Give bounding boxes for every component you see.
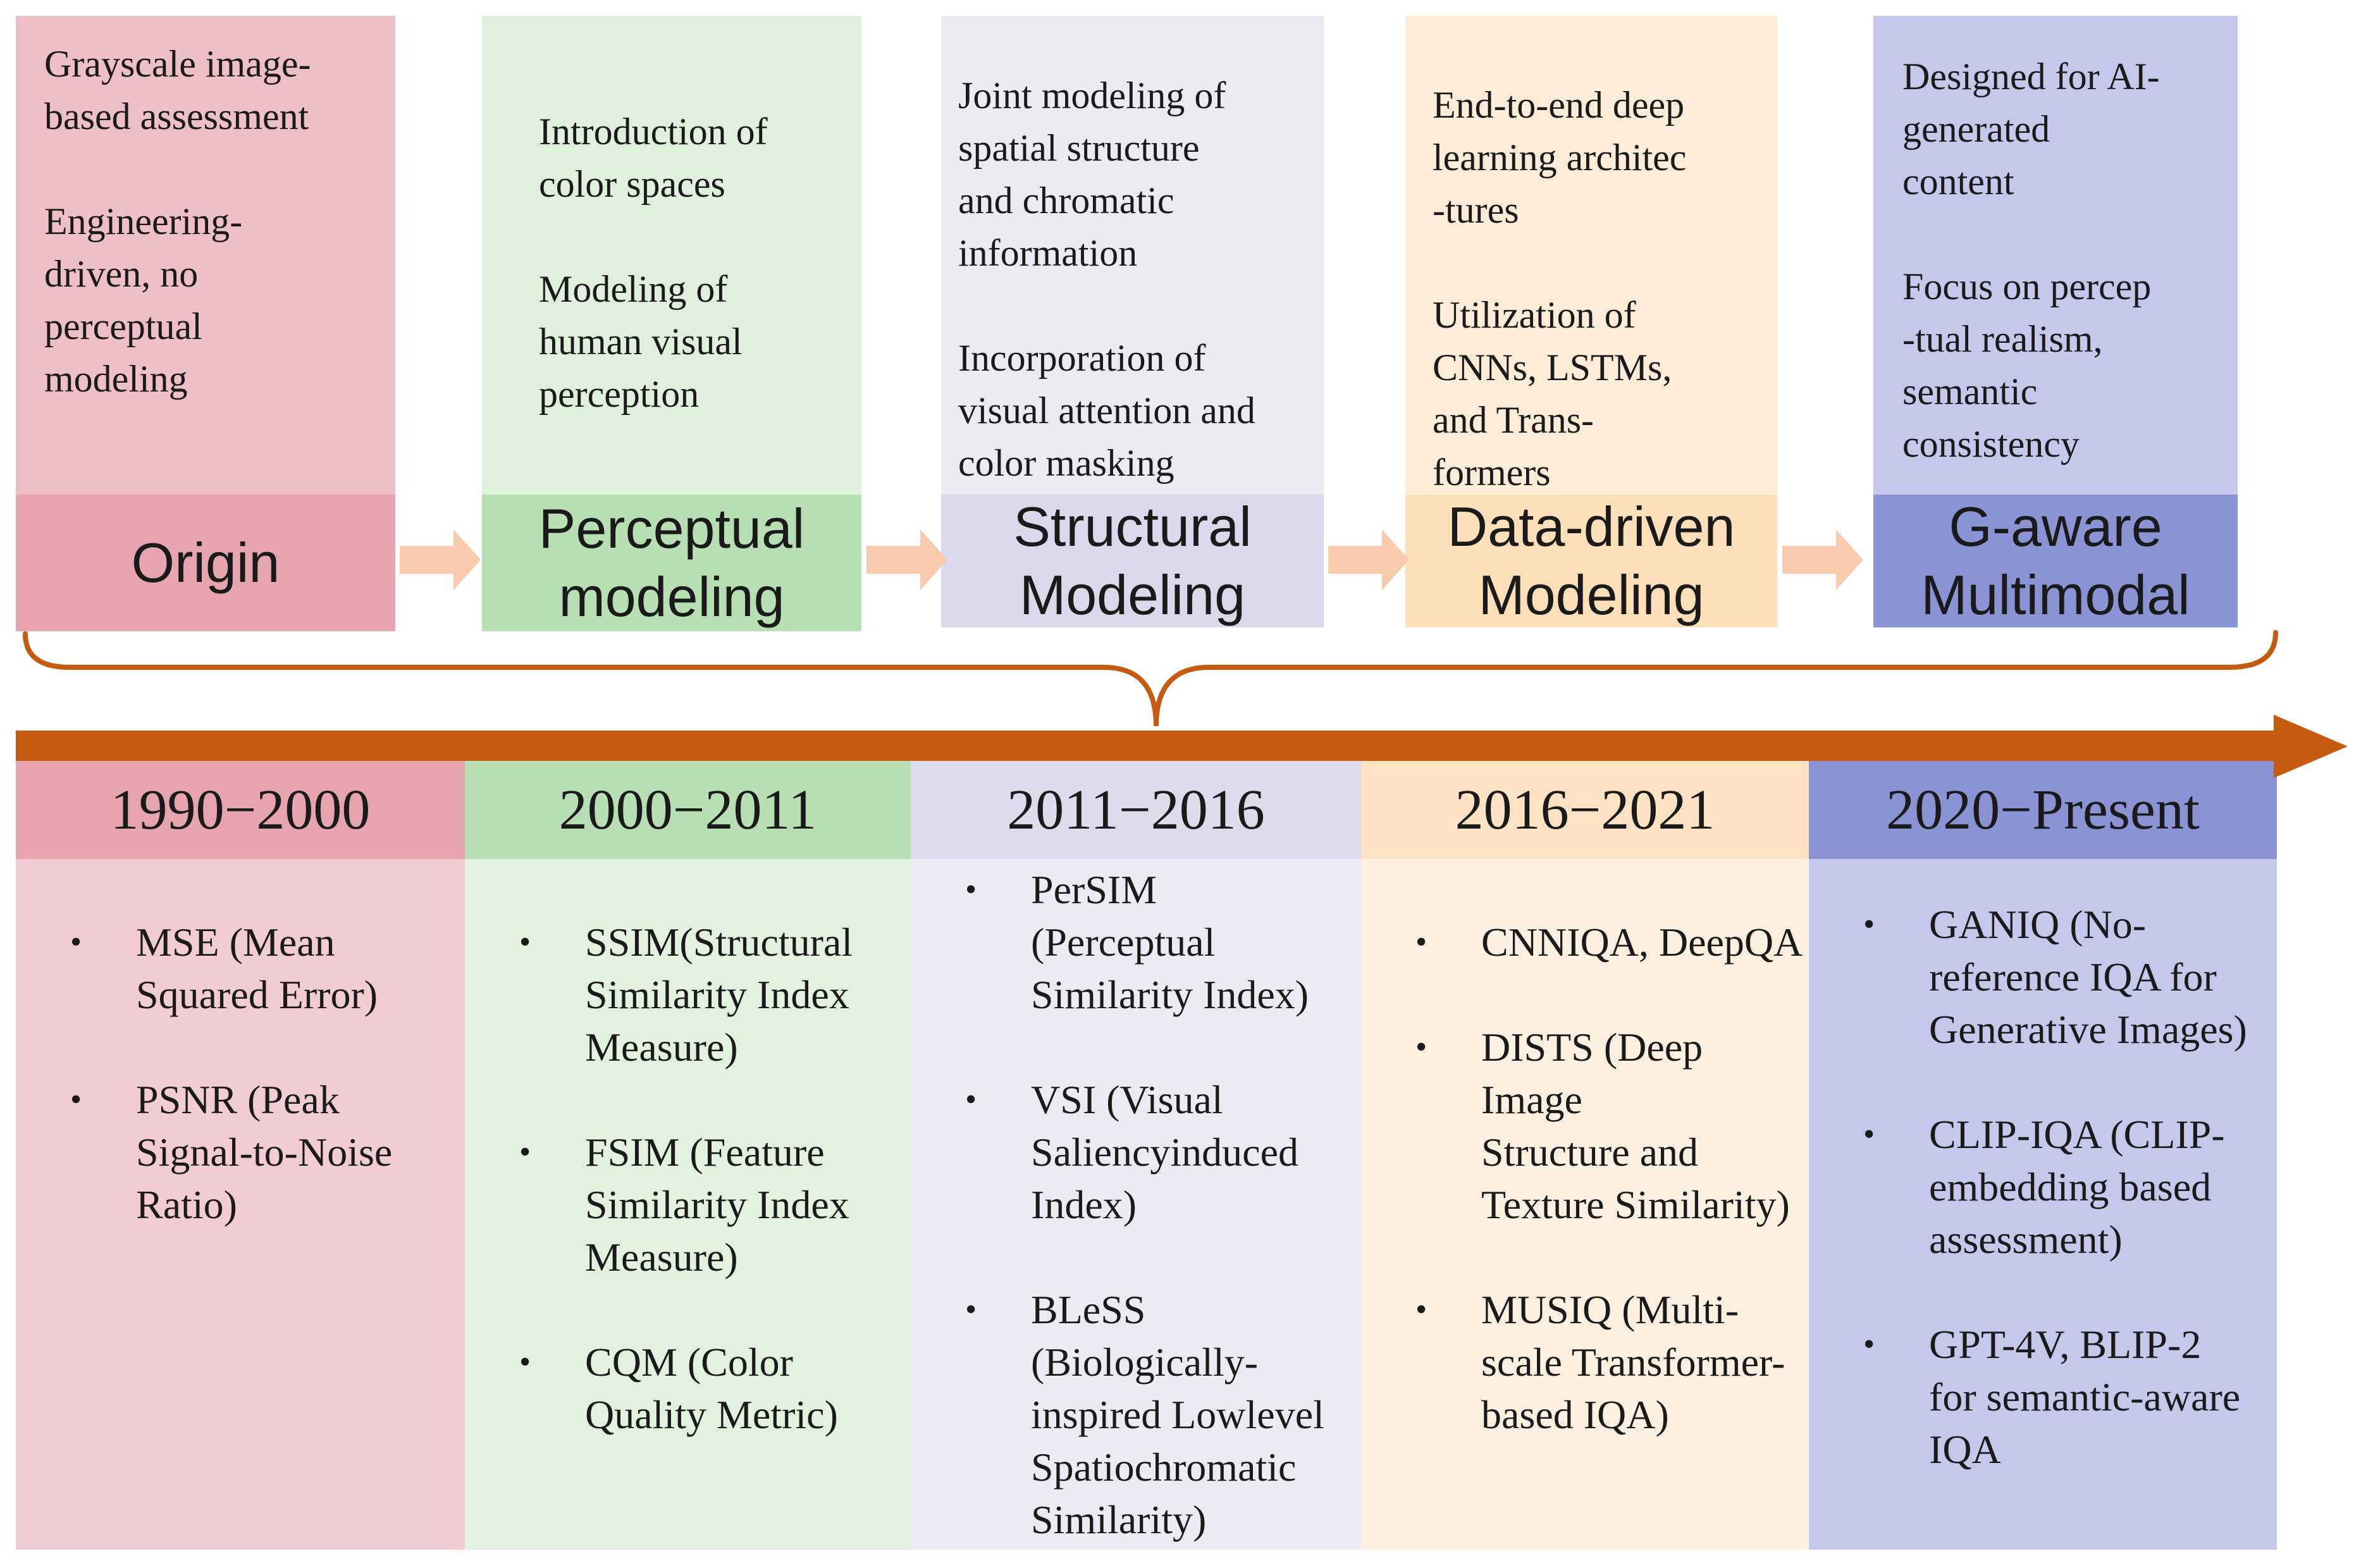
stage-label-structural-modeling bbox=[941, 495, 1324, 627]
method-name-line: CNNIQA, DeepQA bbox=[1481, 920, 1803, 965]
method-name-line: BLeSS bbox=[1031, 1287, 1146, 1332]
method-name bbox=[1929, 898, 2277, 1056]
stage-description-line: -tual realism, bbox=[1902, 318, 2103, 360]
stage-description-origin bbox=[44, 38, 395, 405]
method-list-item bbox=[911, 1073, 1361, 1231]
method-list-item bbox=[1809, 1318, 2277, 1476]
stage-description-structural-modeling bbox=[958, 70, 1324, 490]
stage-description-line: Grayscale image- bbox=[44, 43, 311, 85]
method-list-item bbox=[465, 1126, 911, 1283]
method-name bbox=[136, 916, 465, 1021]
method-list-item bbox=[16, 916, 465, 1021]
stage-description-line: human visual bbox=[539, 321, 743, 362]
method-name bbox=[1929, 1318, 2277, 1476]
method-name-line: based IQA) bbox=[1481, 1392, 1669, 1437]
method-name bbox=[1481, 1021, 1809, 1231]
method-list-2 bbox=[465, 916, 911, 1441]
timeline-arrowhead bbox=[2274, 715, 2348, 778]
stage-description-item bbox=[44, 38, 395, 143]
bullet-icon: • bbox=[1863, 1326, 1875, 1362]
step-arrow-1 bbox=[400, 529, 481, 590]
stage-description-line: color masking bbox=[958, 442, 1174, 484]
stage-label-line: Origin bbox=[131, 531, 280, 594]
stage-description-line: and chromatic bbox=[958, 180, 1174, 221]
stage-description-line: driven, no bbox=[44, 253, 199, 295]
stage-label-g-aware-multimodal bbox=[1873, 495, 2238, 627]
stage-description-line: visual attention and bbox=[958, 390, 1255, 431]
step-arrow-2 bbox=[866, 529, 947, 590]
method-name-line: Similarity Index bbox=[585, 972, 849, 1017]
method-list-1 bbox=[16, 916, 465, 1231]
stage-description-line: spatial structure bbox=[958, 127, 1200, 169]
stage-description-item bbox=[539, 263, 861, 421]
method-name-line: Similarity Index) bbox=[1031, 972, 1309, 1017]
stage-description-line: consistency bbox=[1902, 423, 2080, 465]
method-name-line: GANIQ (No- bbox=[1929, 902, 2147, 947]
stage-description-line: learning architec bbox=[1433, 137, 1687, 178]
bullet-icon: • bbox=[965, 872, 977, 908]
method-name-line: CQM (Color bbox=[585, 1340, 793, 1385]
method-name-line: IQA bbox=[1929, 1427, 2001, 1472]
stage-description-data-driven-modeling bbox=[1433, 79, 1777, 499]
period-label-2: 2000−2011 bbox=[465, 761, 911, 859]
stage-description-line: based assessment bbox=[44, 96, 309, 137]
stage-description-line: information bbox=[958, 232, 1138, 274]
stage-description-line: Incorporation of bbox=[958, 337, 1206, 379]
stage-description-line: formers bbox=[1433, 452, 1551, 493]
stage-description-line: content bbox=[1902, 161, 2014, 202]
method-name-line: SSIM(Structural bbox=[585, 920, 853, 965]
method-name-line: Signal-to-Noise bbox=[136, 1130, 393, 1175]
bullet-icon: • bbox=[519, 924, 531, 960]
step-arrow-3 bbox=[1328, 529, 1409, 590]
stage-description-line: and Trans- bbox=[1433, 399, 1594, 441]
period-label-4: 2016−2021 bbox=[1361, 761, 1809, 859]
method-name-line: Squared Error) bbox=[136, 972, 378, 1017]
method-name-line: Measure) bbox=[585, 1025, 738, 1070]
method-list-item bbox=[1361, 916, 1809, 968]
method-name-line: Index) bbox=[1031, 1182, 1137, 1227]
period-label-3: 2011−2016 bbox=[911, 761, 1361, 859]
stage-description-item bbox=[958, 70, 1324, 280]
stage-label-line: modeling bbox=[558, 565, 785, 628]
stage-description-item bbox=[44, 195, 395, 405]
method-name-line: VSI (Visual bbox=[1031, 1077, 1223, 1122]
method-list-item bbox=[16, 1073, 465, 1231]
method-name-line: Measure) bbox=[585, 1235, 738, 1280]
bullet-icon: • bbox=[965, 1082, 977, 1118]
method-name-line: scale Transformer- bbox=[1481, 1340, 1785, 1385]
method-list-item bbox=[911, 863, 1361, 1021]
method-list-item bbox=[1361, 1283, 1809, 1441]
stage-description-line: color spaces bbox=[539, 163, 725, 205]
bullet-icon: • bbox=[1415, 1029, 1427, 1065]
method-name-line: for semantic-aware bbox=[1929, 1374, 2241, 1419]
stage-label-line: Multimodal bbox=[1921, 564, 2190, 626]
method-name-line: MSE (Mean bbox=[136, 920, 335, 965]
method-name-line: PerSIM bbox=[1031, 867, 1157, 912]
grouping-brace bbox=[25, 633, 2276, 726]
stage-description-line: semantic bbox=[1902, 371, 2038, 412]
bullet-icon: • bbox=[1415, 1292, 1427, 1328]
stage-description-line: Engineering- bbox=[44, 201, 243, 242]
period-label-1: 1990−2000 bbox=[16, 761, 465, 859]
stage-description-line: perception bbox=[539, 373, 700, 415]
method-name bbox=[1481, 916, 1809, 968]
timeline-bar bbox=[16, 731, 2286, 761]
method-name-line: (Perceptual bbox=[1031, 920, 1216, 965]
method-name-line: CLIP-IQA (CLIP- bbox=[1929, 1112, 2225, 1157]
method-name bbox=[585, 1126, 911, 1283]
method-name-line: Structure and bbox=[1481, 1130, 1698, 1175]
bullet-icon: • bbox=[965, 1292, 977, 1328]
stage-description-line: Focus on percep bbox=[1902, 266, 2152, 307]
stage-label-data-driven-modeling bbox=[1405, 495, 1777, 627]
stage-description-item bbox=[958, 332, 1324, 490]
stage-description-perceptual-modeling bbox=[539, 106, 861, 421]
method-list-item bbox=[1809, 1108, 2277, 1266]
stage-description-line: perceptual bbox=[44, 306, 202, 347]
stage-description-line: End-to-end deep bbox=[1433, 84, 1685, 126]
stage-description-line: -tures bbox=[1433, 189, 1519, 231]
stage-description-line: Designed for AI- bbox=[1902, 56, 2160, 97]
method-name-line: reference IQA for bbox=[1929, 954, 2217, 999]
method-list-item bbox=[1361, 1021, 1809, 1231]
period-label-5: 2020−Present bbox=[1809, 761, 2277, 859]
method-name-line: PSNR (Peak bbox=[136, 1077, 340, 1122]
method-list-4 bbox=[1361, 916, 1809, 1441]
method-name bbox=[1929, 1108, 2277, 1266]
stage-label-line: Data-driven bbox=[1447, 495, 1735, 558]
stage-description-item bbox=[1433, 79, 1777, 237]
method-name-line: Ratio) bbox=[136, 1182, 237, 1227]
bullet-icon: • bbox=[519, 1344, 531, 1380]
stage-label-line: Structural bbox=[1013, 495, 1252, 558]
method-name-line: assessment) bbox=[1929, 1217, 2123, 1262]
stage-label-line: Modeling bbox=[1019, 564, 1246, 626]
method-list-item bbox=[465, 1336, 911, 1441]
stage-description-item bbox=[1433, 289, 1777, 499]
bullet-icon: • bbox=[519, 1134, 531, 1170]
method-name-line: inspired Lowlevel bbox=[1031, 1392, 1324, 1437]
bullet-icon: • bbox=[70, 924, 82, 960]
method-name bbox=[1031, 863, 1361, 1021]
stage-description-line: CNNs, LSTMs, bbox=[1433, 347, 1672, 388]
method-list-item bbox=[1809, 898, 2277, 1056]
stage-description-line: Joint modeling of bbox=[958, 75, 1226, 116]
method-name-line: FSIM (Feature bbox=[585, 1130, 825, 1175]
method-list-5 bbox=[1809, 898, 2277, 1476]
stage-description-line: Introduction of bbox=[539, 111, 768, 152]
bullet-icon: • bbox=[70, 1082, 82, 1118]
stage-description-item bbox=[1902, 51, 2238, 208]
method-name-line: Quality Metric) bbox=[585, 1392, 838, 1437]
method-name-line: Saliencyinduced bbox=[1031, 1130, 1298, 1175]
bullet-icon: • bbox=[1863, 1116, 1875, 1152]
stage-description-line: generated bbox=[1902, 108, 2050, 150]
method-name-line: Spatiochromatic bbox=[1031, 1445, 1297, 1490]
stage-label-origin bbox=[16, 495, 395, 631]
method-name-line: Generative Images) bbox=[1929, 1007, 2247, 1052]
stage-description-item bbox=[539, 106, 861, 211]
stage-description-line: Utilization of bbox=[1433, 294, 1636, 336]
method-name-line: embedding based bbox=[1929, 1164, 2212, 1209]
method-list-item bbox=[911, 1283, 1361, 1546]
method-name bbox=[1031, 1283, 1361, 1546]
method-name-line: MUSIQ (Multi- bbox=[1481, 1287, 1739, 1332]
method-name bbox=[585, 1336, 911, 1441]
bullet-icon: • bbox=[1863, 906, 1875, 942]
stage-label-line: G-aware bbox=[1949, 495, 2162, 558]
stage-description-line: Modeling of bbox=[539, 268, 728, 310]
method-name bbox=[585, 916, 911, 1073]
method-name bbox=[1481, 1283, 1809, 1441]
stage-description-g-aware-multimodal bbox=[1902, 51, 2238, 471]
step-arrow-4 bbox=[1782, 529, 1863, 590]
method-list-item bbox=[465, 916, 911, 1073]
stage-label-line: Modeling bbox=[1478, 564, 1704, 626]
method-name-line: Texture Similarity) bbox=[1481, 1182, 1790, 1227]
stage-description-line: modeling bbox=[44, 358, 188, 400]
stage-description-item bbox=[1902, 261, 2238, 471]
method-name-line: DISTS (Deep Image bbox=[1481, 1025, 1703, 1122]
method-name bbox=[1031, 1073, 1361, 1231]
stage-label-line: Perceptual bbox=[538, 497, 805, 560]
method-list-3 bbox=[911, 863, 1361, 1546]
stage-label-perceptual-modeling bbox=[482, 495, 861, 631]
method-name-line: (Biologically- bbox=[1031, 1340, 1259, 1385]
method-name-line: Similarity Index bbox=[585, 1182, 849, 1227]
bullet-icon: • bbox=[1415, 924, 1427, 960]
method-name bbox=[136, 1073, 465, 1231]
method-name-line: Similarity) bbox=[1031, 1497, 1207, 1542]
method-name-line: GPT-4V, BLIP-2 bbox=[1929, 1322, 2202, 1367]
